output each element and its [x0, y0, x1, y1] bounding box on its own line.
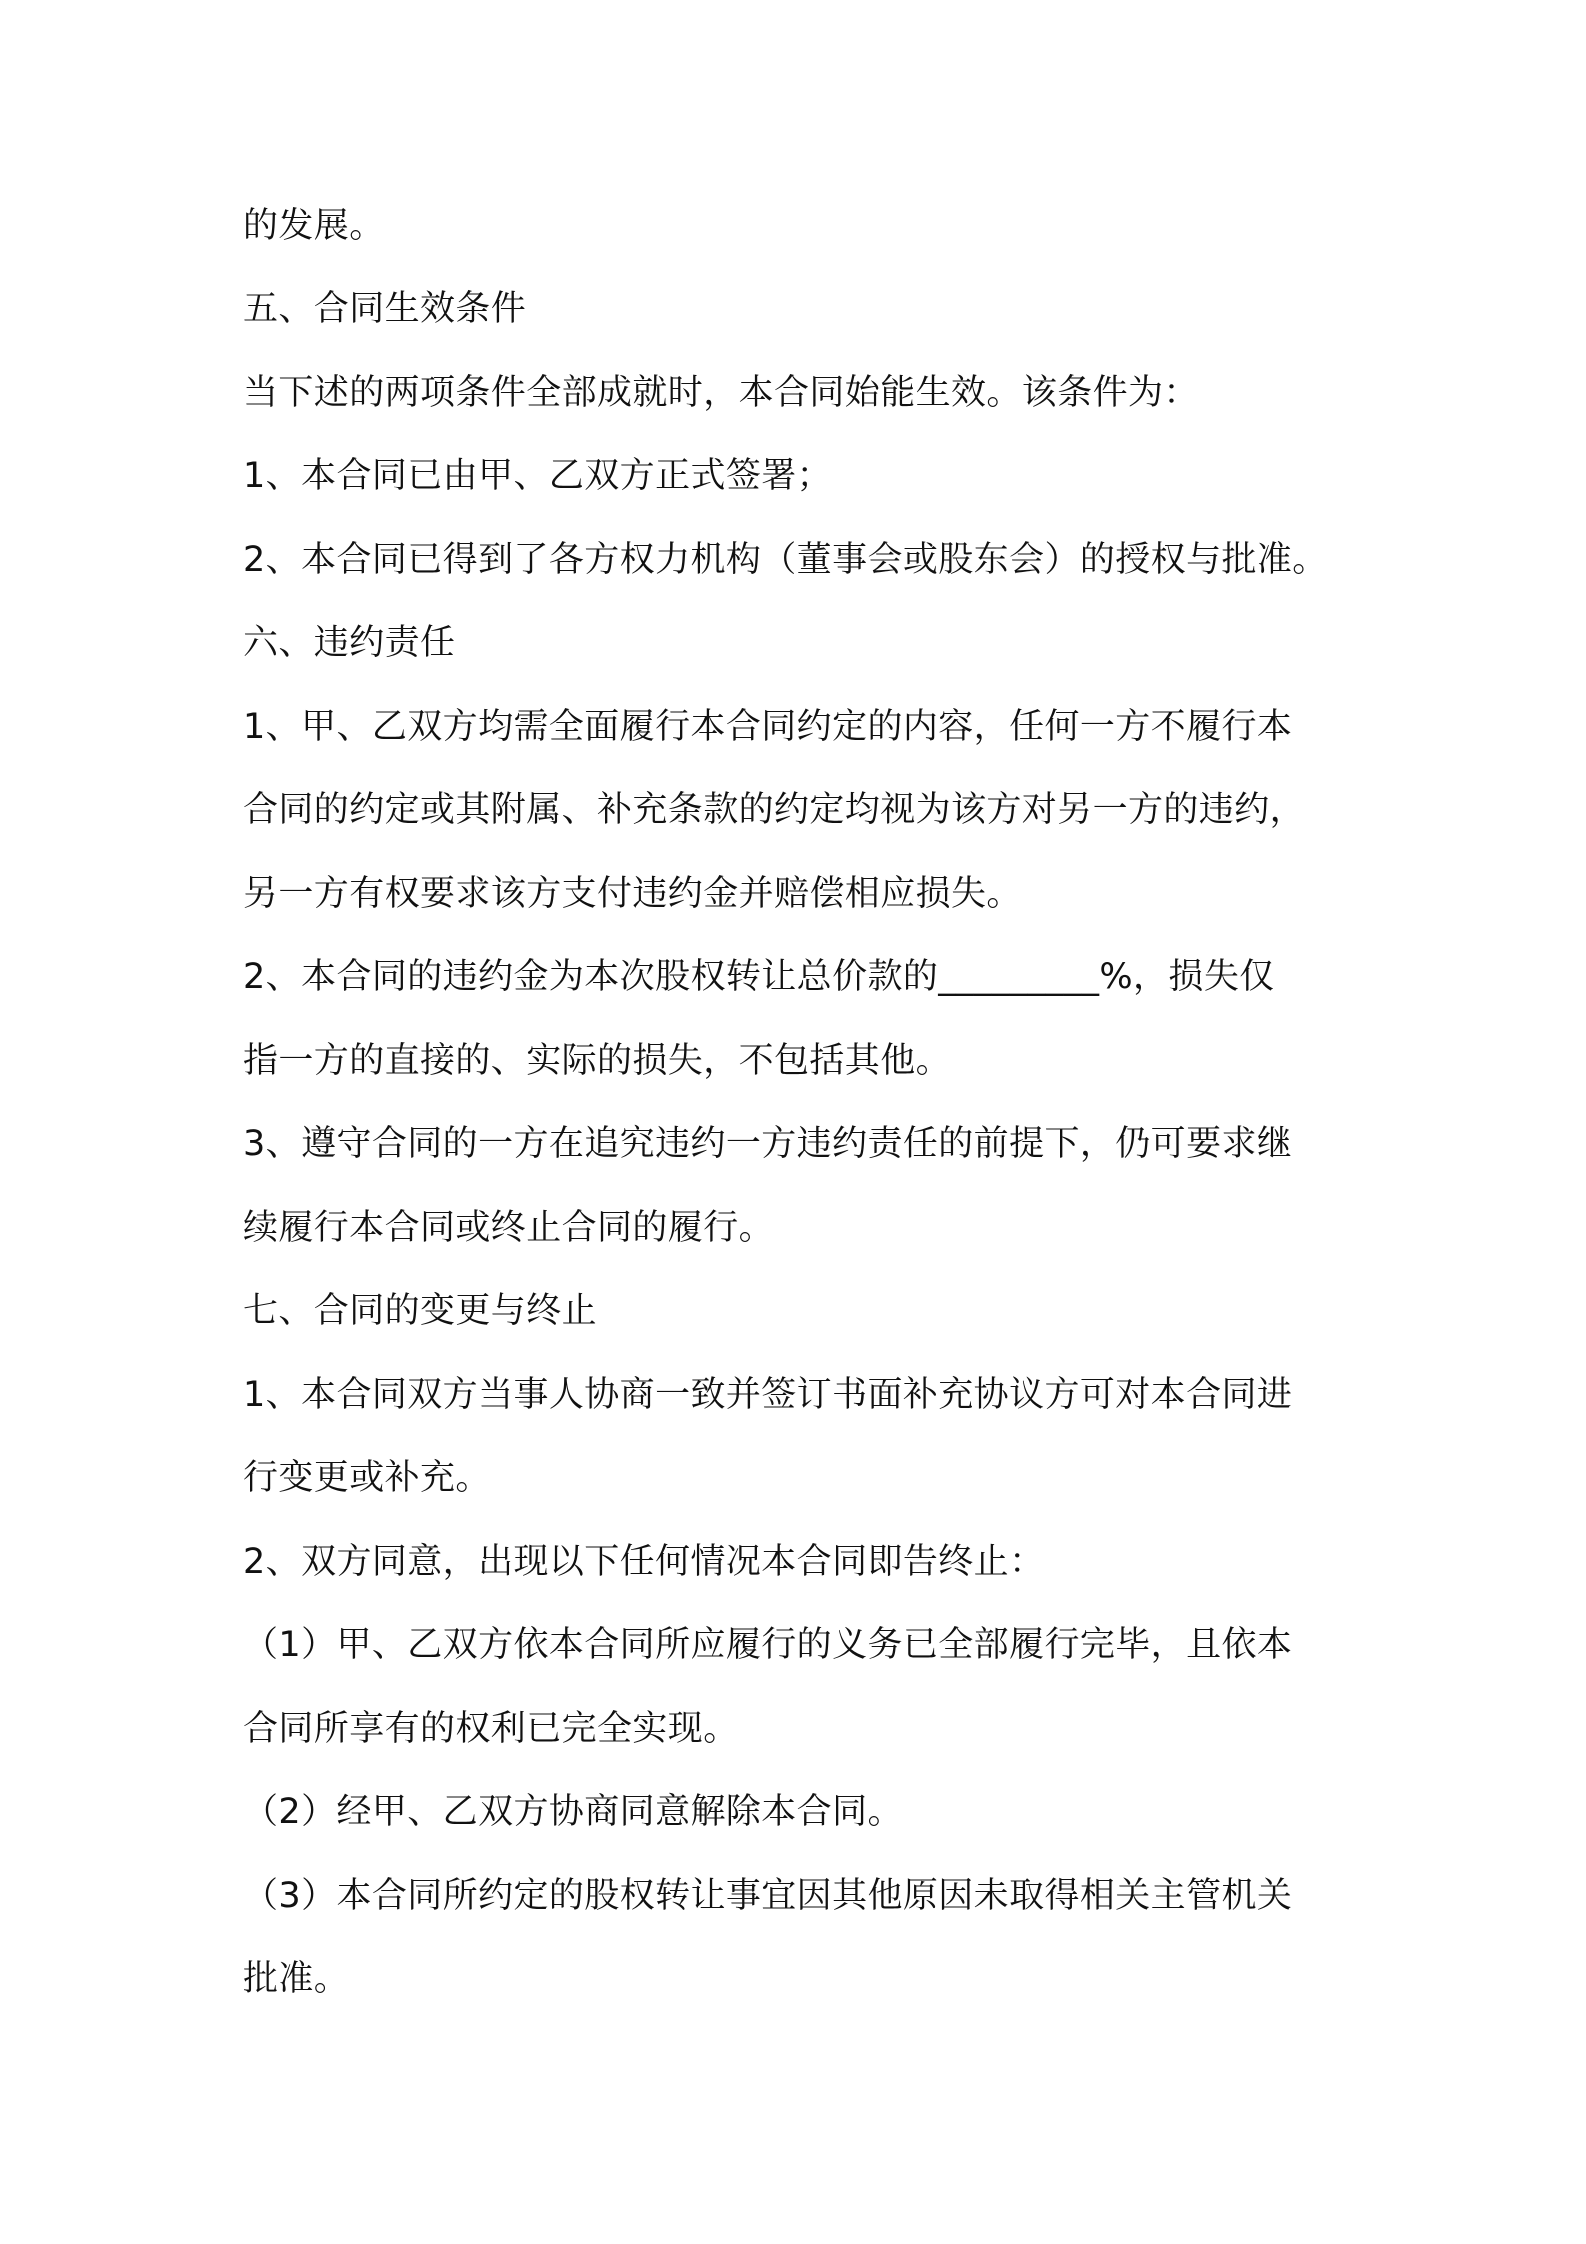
text-line: 2、本合同已得到了各方权力机构（董事会或股东会）的授权与批准。	[243, 540, 1328, 580]
section-heading: 七、合同的变更与终止	[243, 1291, 598, 1331]
text-line: 1、本合同已由甲、乙双方正式签署；	[243, 456, 833, 496]
text-line: 2、本合同的违约金为本次股权转让总价款的_________%，损失仅	[243, 957, 1275, 997]
text-line: 当下述的两项条件全部成就时，本合同始能生效。该条件为：	[243, 373, 1199, 413]
text-line: （3）本合同所约定的股权转让事宜因其他原因未取得相关主管机关	[243, 1876, 1293, 1916]
text-line: 续履行本合同或终止合同的履行。	[243, 1208, 775, 1248]
section-heading: 六、违约责任	[243, 623, 456, 663]
text-line: 批准。	[243, 1959, 350, 1999]
text-line: （1）甲、乙双方依本合同所应履行的义务已全部履行完毕，且依本	[243, 1625, 1293, 1665]
text-line: 指一方的直接的、实际的损失，不包括其他。	[243, 1041, 952, 1081]
text-line: 1、本合同双方当事人协商一致并签订书面补充协议方可对本合同进	[243, 1375, 1293, 1415]
text-line: 合同所享有的权利已完全实现。	[243, 1709, 739, 1749]
text-line: 行变更或补充。	[243, 1458, 491, 1498]
text-line: 2、双方同意，出现以下任何情况本合同即告终止：	[243, 1542, 1045, 1582]
text-line: （2）经甲、乙双方协商同意解除本合同。	[243, 1792, 903, 1832]
text-line: 的发展。	[243, 206, 385, 246]
text-line: 3、遵守合同的一方在追究违约一方违约责任的前提下，仍可要求继	[243, 1124, 1293, 1164]
text-line: 另一方有权要求该方支付违约金并赔偿相应损失。	[243, 874, 1022, 914]
text-line: 1、甲、乙双方均需全面履行本合同约定的内容，任何一方不履行本	[243, 707, 1293, 747]
section-heading: 五、合同生效条件	[243, 289, 527, 329]
text-line: 合同的约定或其附属、补充条款的约定均视为该方对另一方的违约，	[243, 790, 1306, 830]
